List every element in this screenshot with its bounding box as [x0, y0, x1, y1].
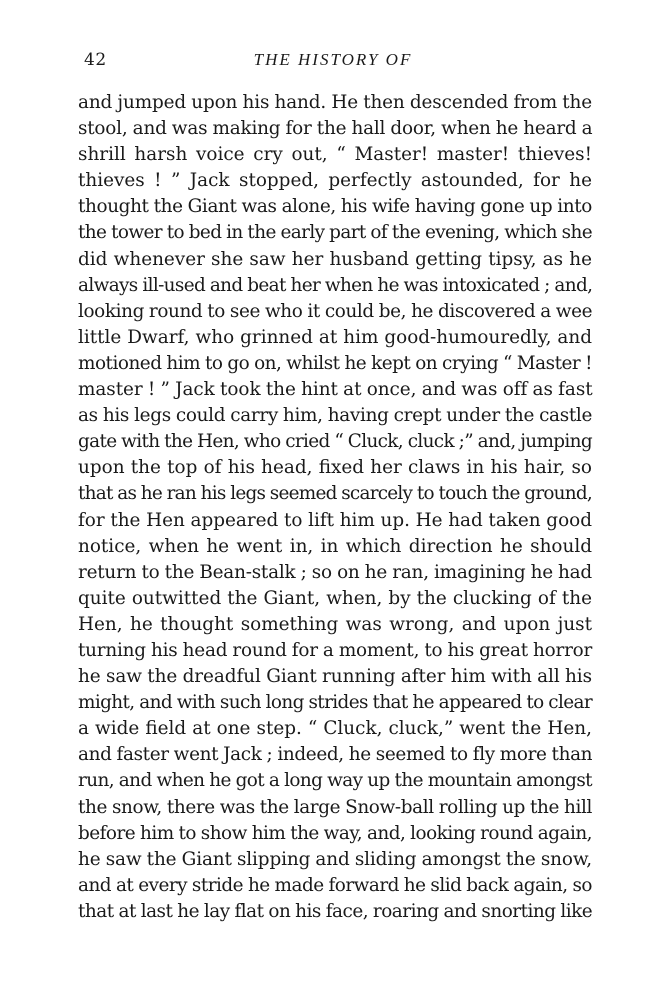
text-line: master ! ” Jack took the hint at once, and was off as fast: [78, 379, 593, 401]
text-line: for the Hen appeared to lift him up. He had taken good: [78, 509, 592, 531]
text-line: as his legs could carry him, having crept under the castle: [78, 405, 593, 427]
text-line: a wide field at one step. “ Cluck, cluck,” went the Hen,: [78, 718, 592, 740]
running-title: THE HISTORY OF: [253, 50, 413, 69]
running-head: [74, 50, 592, 74]
text-line: that as he ran his legs seemed scarcely to touch the ground,: [78, 483, 592, 505]
text-line: and faster went Jack ; indeed, he seemed to fly more than: [78, 744, 593, 766]
text-line: the snow, there was the large Snow-ball rolling up the hill: [78, 796, 593, 818]
text-line: thought the Giant was alone, his wife having gone up into: [78, 196, 592, 218]
text-line: he saw the dreadful Giant running after him with all his: [78, 666, 592, 688]
page-number: 42: [84, 50, 107, 70]
text-line: quite outwitted the Giant, when, by the clucking of the: [78, 587, 592, 609]
text-line: before him to show him the way, and, looking round again,: [78, 822, 592, 844]
text-line: stool, and was making for the hall door, when he heard a: [78, 118, 593, 140]
text-line: thieves ! ” Jack stopped, perfectly astounded, for he: [78, 170, 592, 192]
text-line: and at every stride he made forward he slid back again, so: [78, 874, 592, 896]
text-line: little Dwarf, who grinned at him good-humouredly, and: [78, 326, 592, 348]
text-line: he saw the Giant slipping and sliding amongst the snow,: [78, 848, 592, 870]
text-line: Hen, he thought something was wrong, and upon just: [78, 613, 592, 635]
text-line: shrill harsh voice cry out, “ Master! master! thieves!: [78, 144, 592, 166]
text-line: the tower to bed in the early part of the evening, which she: [78, 222, 592, 244]
text-line: notice, when he went in, in which direction he should: [78, 535, 592, 557]
text-line: upon the top of his head, fixed her claws in his hair, so: [78, 457, 592, 479]
text-line: gate with the Hen, who cried “ Cluck, cluck ;” and, jumping: [78, 431, 592, 453]
text-line: return to the Bean-stalk ; so on he ran, imagining he had: [78, 561, 592, 583]
text-line: motioned him to go on, whilst he kept on crying “ Master !: [78, 352, 592, 374]
text-line: run, and when he got a long way up the mountain amongst: [78, 770, 592, 792]
text-line: always ill-used and beat her when he was intoxicated ; and,: [78, 274, 593, 296]
text-line: and jumped upon his hand. He then descended from the: [78, 92, 592, 113]
text-line: did whenever she saw her husband getting tipsy, as he: [78, 248, 592, 270]
text-line: looking round to see who it could be, he discovered a wee: [78, 300, 593, 322]
text-line: turning his head round for a moment, to his great horror: [78, 639, 593, 661]
text-line: might, and with such long strides that he appeared to clear: [78, 692, 593, 714]
text-line: that at last he lay flat on his face, roaring and snorting like: [78, 900, 593, 922]
body-text: [78, 90, 592, 925]
